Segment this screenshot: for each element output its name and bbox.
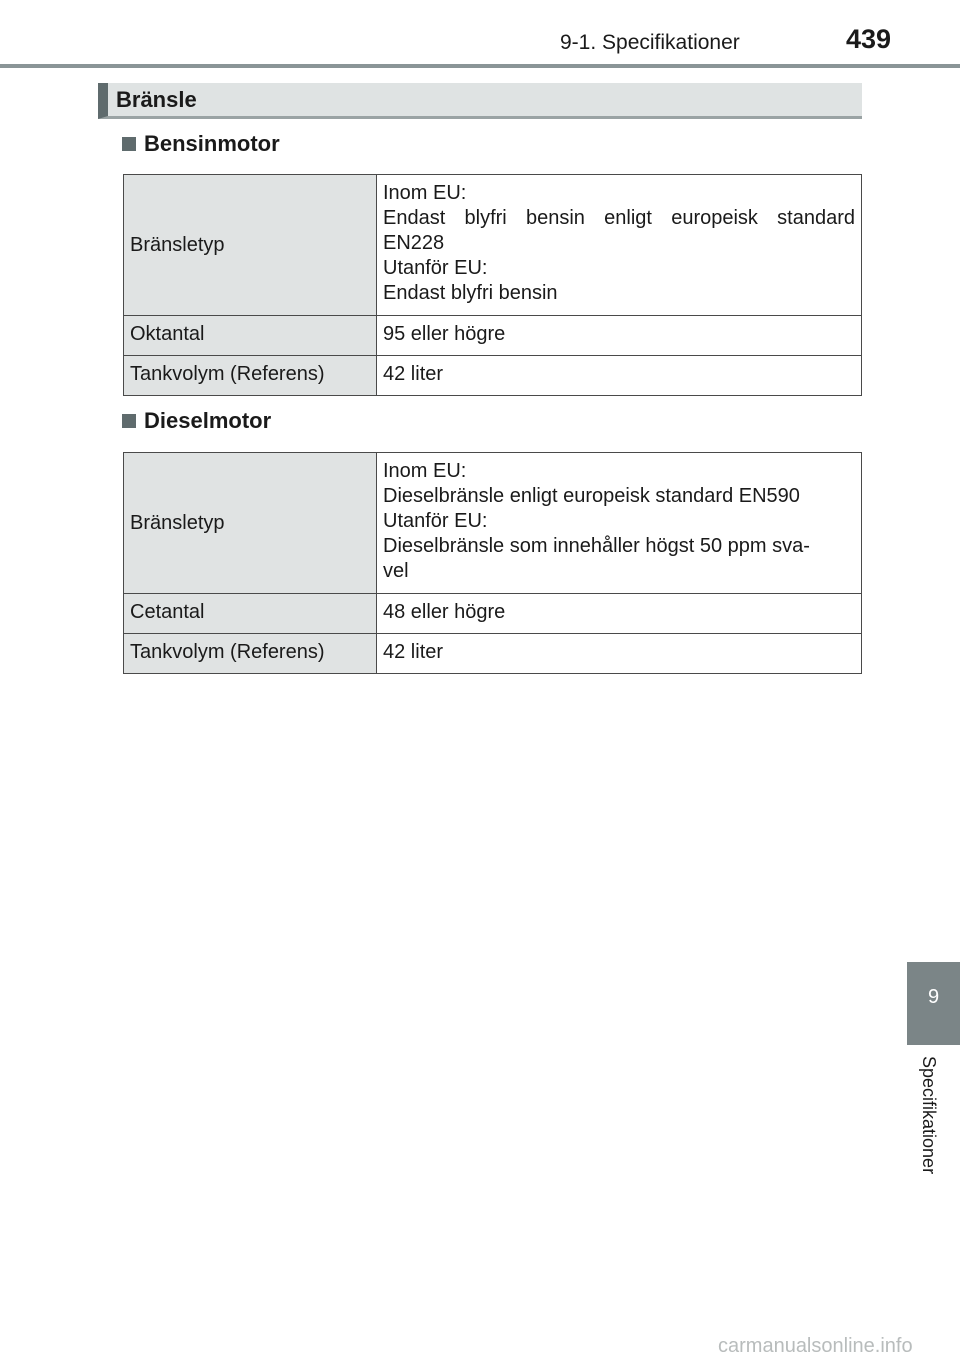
table-row (124, 594, 862, 634)
value-line: Inom EU: (383, 460, 467, 482)
page-number: 439 (846, 24, 892, 54)
octane-label: Oktantal (124, 316, 377, 356)
fuel-type-value (377, 175, 862, 316)
square-bullet-icon (122, 137, 136, 151)
cetane-label: Cetantal (124, 594, 377, 634)
value-line: EN228 (383, 232, 445, 254)
chapter-tab-label: Specifikationer (919, 1056, 939, 1175)
section-banner (98, 83, 862, 119)
value-line: Utanför EU: (383, 257, 488, 279)
octane-value: 95 eller högre (377, 316, 862, 356)
section-title: Bränsle (116, 87, 197, 112)
square-bullet-icon (122, 414, 136, 428)
value-line: Dieselbränsle enligt europeisk standard EN590 (383, 485, 800, 507)
table-row (124, 356, 862, 396)
fuel-type-label: Bränsletyp (124, 175, 377, 316)
value-line: vel (383, 560, 409, 582)
table-row (124, 453, 862, 594)
header-rule (0, 64, 960, 68)
chapter-tab-number: 9 (927, 986, 940, 1008)
table-row (124, 175, 862, 316)
watermark: carmanualsonline.info (718, 1335, 913, 1357)
chapter-tab (907, 962, 960, 1045)
tank-volume-value: 42 liter (377, 356, 862, 396)
value-line: Endast blyfri bensin enligt europeisk standard (383, 207, 855, 229)
diesel-spec-table (123, 452, 862, 674)
tank-volume-value: 42 liter (377, 634, 862, 674)
value-line: Endast blyfri bensin (383, 282, 558, 304)
petrol-heading (122, 131, 280, 157)
tank-volume-label: Tankvolym (Referens) (124, 634, 377, 674)
fuel-type-label: Bränsletyp (124, 453, 377, 594)
tank-volume-label: Tankvolym (Referens) (124, 356, 377, 396)
diesel-heading-text: Dieselmotor (144, 408, 272, 433)
petrol-heading-text: Bensinmotor (144, 131, 280, 156)
table-row (124, 316, 862, 356)
diesel-heading (122, 408, 271, 434)
fuel-type-value (377, 453, 862, 594)
value-line: Utanför EU: (383, 510, 488, 532)
value-line: Dieselbränsle som innehåller högst 50 ppm sva- (383, 535, 810, 557)
petrol-spec-table (123, 174, 862, 396)
value-line: Inom EU: (383, 182, 467, 204)
table-row (124, 634, 862, 674)
cetane-value: 48 eller högre (377, 594, 862, 634)
chapter-title: 9-1. Specifikationer (560, 31, 740, 54)
